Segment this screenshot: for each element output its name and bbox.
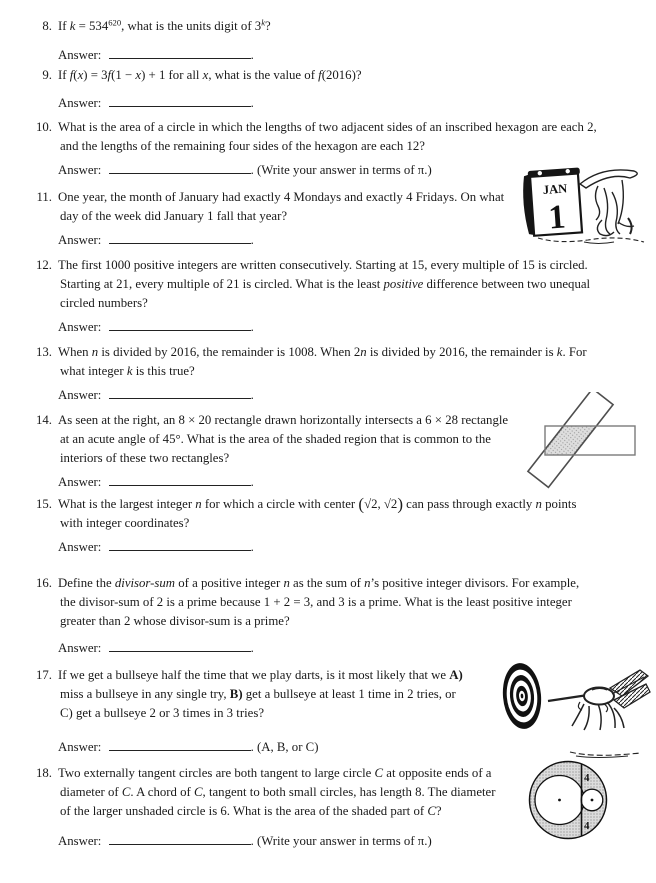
question-text: and the lengths of the remaining four sides of the hexagon are each 12? <box>60 139 425 153</box>
question-8 <box>30 13 656 65</box>
question-number: 16. <box>36 576 52 590</box>
question-text: day of the week did January 1 fall that year? <box>60 209 288 223</box>
rectangles-illustration <box>525 392 656 508</box>
answer-label: Answer: <box>58 47 102 62</box>
answer-blank <box>109 386 251 399</box>
answer-blank <box>109 639 251 652</box>
bullseye-target-icon <box>500 661 544 730</box>
question-text: If f(x) = 3f(1 − x) + 1 for all x, what is the value of f(2016)? <box>58 68 362 82</box>
answer-blank <box>109 538 251 551</box>
answer-line <box>30 94 656 113</box>
question-text: As seen at the right, an 8 × 20 rectangle drawn horizontally intersects a 6 × 28 rectangle <box>58 413 509 427</box>
question-line <box>30 593 656 612</box>
question-line <box>30 514 656 533</box>
question-number: 14. <box>36 413 52 427</box>
answer-suffix: . <box>250 475 254 489</box>
question-text: miss a bullseye in any single try, B) get a bullseye at least 1 time in 2 tries, or <box>60 687 456 701</box>
question-text: at an acute angle of 45°. What is the area of the shaded region that is common to the <box>60 432 491 446</box>
answer-suffix: . <box>250 320 254 334</box>
question-16 <box>30 574 656 658</box>
question-line <box>30 66 656 85</box>
question-text: diameter of C. A chord of C, tangent to both small circles, has length 8. The diameter <box>60 785 496 799</box>
dart-carriers-cartoon <box>548 670 650 758</box>
question-line <box>30 612 656 631</box>
shaded-overlap-region <box>528 392 613 487</box>
question-text: Define the divisor-sum of a positive integer n as the sum of n’s positive integer divisors. For example, <box>58 576 580 590</box>
question-line <box>30 275 656 294</box>
question-text: Two externally tangent circles are both tangent to large circle C at opposite ends of a <box>58 766 492 780</box>
answer-blank <box>109 161 251 174</box>
dartboard-illustration <box>492 658 656 767</box>
question-text: the divisor-sum of 2 is a prime because 1 + 2 = 3, and 3 is a prime. What is the least positive integer <box>60 595 572 609</box>
question-text: If we get a bullseye half the time that we play darts, is it most likely that we A) <box>58 668 463 682</box>
question-line <box>30 137 656 156</box>
answer-suffix: . (A, B, or C) <box>250 740 319 754</box>
question-number: 13. <box>36 345 52 359</box>
question-number: 11. <box>36 190 52 204</box>
answer-label: Answer: <box>58 539 102 554</box>
answer-label: Answer: <box>58 233 102 247</box>
right-center-dot <box>591 799 594 802</box>
answer-label: Answer: <box>58 163 102 177</box>
question-line <box>30 118 656 137</box>
question-line <box>30 362 656 381</box>
answer-blank <box>109 473 251 486</box>
answer-blank <box>109 738 251 751</box>
question-text: circled numbers? <box>60 296 148 310</box>
answer-blank <box>109 318 251 331</box>
answer-suffix: . <box>250 388 254 402</box>
answer-label: Answer: <box>58 475 102 489</box>
answer-label: Answer: <box>58 740 102 754</box>
answer-suffix: . <box>250 47 254 62</box>
answer-suffix: . <box>250 641 254 655</box>
question-text: Starting at 21, every multiple of 21 is circled. What is the least positive difference between two unequal <box>60 277 591 291</box>
answer-suffix: . <box>250 539 254 554</box>
answer-suffix: . <box>250 96 254 110</box>
answer-blank <box>109 231 251 244</box>
answer-line <box>30 639 656 658</box>
question-number: 17. <box>36 668 52 682</box>
answer-line <box>30 538 656 557</box>
question-number: 18. <box>36 766 52 780</box>
question-text: what integer k is this true? <box>60 364 195 378</box>
answer-suffix: . (Write your answer in terms of π.) <box>250 834 432 848</box>
answer-blank <box>109 832 251 845</box>
question-number: 8. <box>42 18 52 33</box>
chord-label-bottom: 4 <box>584 820 590 832</box>
question-line <box>30 256 656 275</box>
question-number: 10. <box>36 120 52 134</box>
left-center-dot <box>558 799 561 802</box>
question-text: interiors of these two rectangles? <box>60 451 230 465</box>
answer-label: Answer: <box>58 96 102 110</box>
question-line <box>30 13 656 36</box>
question-line <box>30 574 656 593</box>
answer-suffix: . (Write your answer in terms of π.) <box>250 163 432 177</box>
question-text: C) get a bullseye 2 or 3 times in 3 tries? <box>60 706 264 720</box>
circles-illustration <box>524 756 616 848</box>
question-number: 12. <box>36 258 52 272</box>
question-text: greater than 2 whose divisor-sum is a prime? <box>60 614 290 628</box>
calendar-month-label: JAN <box>542 181 568 198</box>
question-line <box>30 343 656 362</box>
question-text: One year, the month of January had exactly 4 Mondays and exactly 4 Fridays. On what <box>58 190 505 204</box>
answer-label: Answer: <box>58 320 102 334</box>
answer-label: Answer: <box>58 641 102 655</box>
answer-line <box>30 318 656 337</box>
answer-label: Answer: <box>58 834 102 848</box>
calendar-illustration <box>518 162 656 251</box>
question-number: 15. <box>36 496 52 511</box>
answer-label: Answer: <box>58 388 102 402</box>
calendar-pad-icon <box>521 167 584 238</box>
question-text: If $k = 534^{620}$, what is the units digit of 3$^k$? <box>58 17 271 33</box>
question-text: The first 1000 positive integers are written consecutively. Starting at 15, every multiple of 15 is circled. <box>58 258 588 272</box>
question-9 <box>30 66 656 113</box>
question-text: What is the area of a circle in which the lengths of two adjacent sides of an inscribed hexagon are each 2, <box>58 120 597 134</box>
answer-blank <box>109 46 251 59</box>
question-12 <box>30 256 656 337</box>
calendar-day-label: 1 <box>547 198 567 237</box>
question-text: with integer coordinates? <box>60 515 190 530</box>
question-line <box>30 294 656 313</box>
question-number: 9. <box>42 68 52 82</box>
chord-label-top: 4 <box>584 772 590 784</box>
answer-blank <box>109 94 251 107</box>
question-text: When n is divided by 2016, the remainder is 1008. When 2n is divided by 2016, the remainder is k. For <box>58 345 587 359</box>
question-text: What is the largest integer n for which a circle with center (√2, √2) can pass through exactly n points <box>58 494 577 513</box>
answer-line <box>30 46 656 65</box>
answer-suffix: . <box>250 233 254 247</box>
question-text: of the larger unshaded circle is 6. What is the area of the shaded part of C? <box>60 804 442 818</box>
